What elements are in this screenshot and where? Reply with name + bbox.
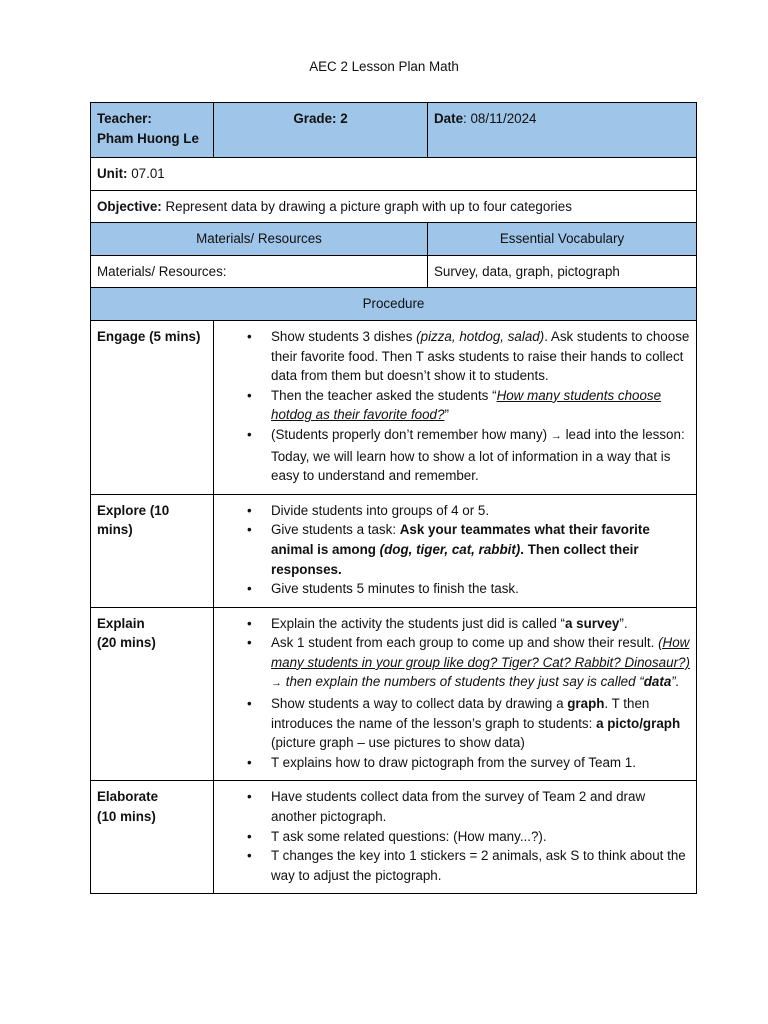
list-item: • T changes the key into 1 stickers = 2 animals, ask S to think about the way to adjust the pictograph. [271, 846, 690, 885]
explore-content [214, 494, 697, 607]
explain-content [214, 607, 697, 781]
arrow-icon: → [550, 429, 562, 442]
list-item: • Give students a task: Ask your teammates what their favorite animal is among (dog, tiger, cat, rabbit). Then collect their responses. [271, 520, 690, 579]
date-value: : 08/11/2024 [463, 111, 537, 126]
procedure-row [91, 288, 697, 321]
elaborate-row [91, 781, 697, 894]
teacher-name: Pham Huong Le [97, 130, 199, 146]
list-item: • Explain the activity the students just did is called “a survey”. [271, 614, 690, 634]
lesson-plan-table [90, 102, 697, 894]
list-item: • Have students collect data from the survey of Team 2 and draw another pictograph. [271, 787, 690, 826]
engage-row [91, 320, 697, 494]
date-cell [428, 103, 697, 158]
unit-cell [91, 158, 697, 191]
list-item: • Show students 3 dishes (pizza, hotdog, salad). Ask students to choose their favorite food. Then T asks students to raise their hands to collect data from them but doesn’t show it to students. [271, 327, 690, 386]
list-item: • T explains how to draw pictograph from the survey of Team 1. [271, 753, 690, 773]
explain-label: Explain (20 mins) [91, 607, 214, 781]
teacher-cell [91, 103, 214, 158]
explain-row [91, 607, 697, 781]
unit-value: 07.01 [127, 166, 165, 181]
list-item: • Then the teacher asked the students “How many students choose hotdog as their favorite food?” [271, 386, 690, 425]
vocab-header: Essential Vocabulary [428, 223, 697, 256]
resources-row [91, 255, 697, 288]
unit-row [91, 158, 697, 191]
objective-cell [91, 190, 697, 223]
header-row [91, 103, 697, 158]
unit-label: Unit: [97, 166, 128, 181]
engage-label: Engage (5 mins) [91, 320, 214, 494]
objective-value: Represent data by drawing a picture graph with up to four categories [161, 198, 572, 214]
list-item: • T ask some related questions: (How many...?). [271, 827, 690, 847]
explore-row [91, 494, 697, 607]
objective-label: Objective: [97, 198, 162, 214]
materials-header: Materials/ Resources [91, 223, 428, 256]
objective-row [91, 190, 697, 223]
materials-cell: Materials/ Resources: [91, 255, 428, 288]
vocab-cell: Survey, data, graph, pictograph [428, 255, 697, 288]
procedure-header: Procedure [91, 288, 697, 321]
list-item: • Show students a way to collect data by drawing a graph. T then introduces the name of the lesson’s graph to students: a picto/graph (picture graph – use pictures to show data) [271, 694, 690, 753]
date-label: Date [434, 111, 464, 126]
list-item: • Give students 5 minutes to finish the task. [271, 579, 690, 599]
list-item: • Divide students into groups of 4 or 5. [271, 501, 690, 521]
elaborate-content [214, 781, 697, 894]
engage-content [214, 320, 697, 494]
list-item: • Ask 1 student from each group to come up and show their result. (How many students in your group like dog? Tiger? Cat? Rabbit? Dinosaur?) → then explain the numbers of students they just say is called “data”. [271, 633, 690, 694]
arrow-icon: → [271, 677, 282, 690]
grade-cell: Grade: 2 [214, 103, 428, 158]
teacher-label: Teacher: [97, 111, 152, 126]
document-title: AEC 2 Lesson Plan Math [309, 59, 459, 74]
elaborate-label: Elaborate (10 mins) [91, 781, 214, 894]
explore-label: Explore (10 mins) [91, 494, 214, 607]
list-item: • (Students properly don’t remember how many) → lead into the lesson: Today, we will learn how to show a lot of information in a way that is easy to understand and remember. [271, 425, 690, 486]
resources-header-row [91, 223, 697, 256]
